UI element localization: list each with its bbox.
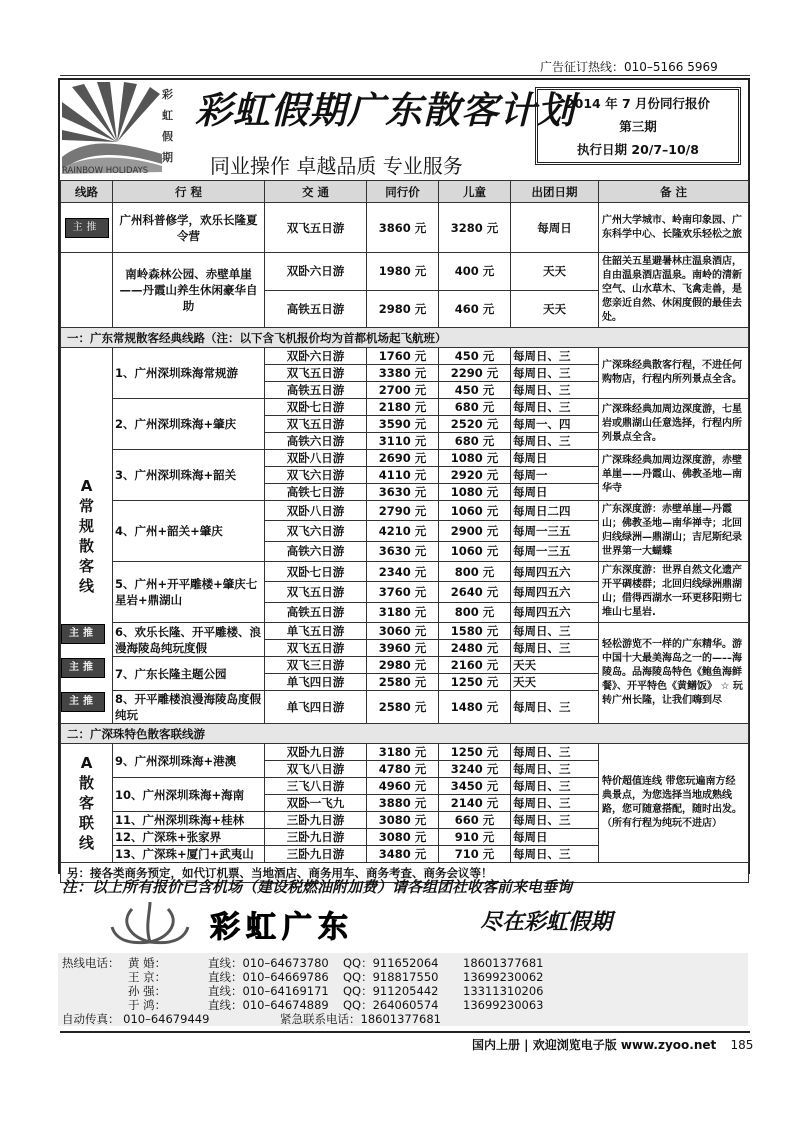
child-price-cell: 1580 元 <box>439 623 511 640</box>
contact-tel: 直线：010–64169171 <box>208 984 329 998</box>
dates-cell: 天天 <box>511 290 599 328</box>
price-cell: 3630 元 <box>367 541 439 561</box>
child-price-cell: 1060 元 <box>439 501 511 521</box>
section-row <box>61 724 749 744</box>
price-cell: 3110 元 <box>367 433 439 450</box>
dates-cell: 每周一 <box>511 467 599 484</box>
note-cell: 住韶关五星避暑林庄温泉酒店，自由温泉酒店温泉。南岭的清新空气、山水草木、飞禽走兽，是您亲近自然、休闲度假的最佳去处。 <box>599 253 749 328</box>
child-price-cell: 400 元 <box>439 253 511 291</box>
child-price-cell: 2160 元 <box>439 657 511 674</box>
transport-cell: 单飞四日游 <box>265 674 367 691</box>
contact-name: 王 京： <box>128 970 167 984</box>
table-row <box>61 744 749 761</box>
contact-qq: QQ：911652064 <box>343 956 439 970</box>
side-char: 联 <box>78 814 94 832</box>
dates-cell: 每周日、三 <box>511 778 599 795</box>
featured-tag-cell <box>61 203 113 253</box>
price-cell: 4780 元 <box>367 761 439 778</box>
child-price-cell: 450 元 <box>439 382 511 399</box>
price-table <box>60 180 749 883</box>
col-header: 行 程 <box>113 181 265 203</box>
transport-cell: 双卧八日游 <box>265 450 367 467</box>
transport-cell: 双卧九日游 <box>265 744 367 761</box>
logo-char: 假 <box>162 130 173 143</box>
route-cell: 广州科普修学，欢乐长隆夏令营 <box>113 203 265 253</box>
child-price-cell: 680 元 <box>439 433 511 450</box>
transport-cell: 双飞五日游 <box>265 416 367 433</box>
ad-hotline: 广告征订热线：010–5166 5969 <box>540 60 718 74</box>
dates-cell: 每周日、三 <box>511 365 599 382</box>
side-char: 散 <box>78 774 94 792</box>
table-footer-note: 另：接各类商务预定，如代订机票、当地酒店、商务用车、商务考查、商务会议等！ <box>61 863 749 883</box>
col-header: 备 注 <box>599 181 749 203</box>
dates-cell: 每周日、三 <box>511 348 599 365</box>
table-header-row <box>61 181 749 203</box>
transport-cell: 高铁七日游 <box>265 484 367 501</box>
section2-body <box>61 744 749 863</box>
dates-cell: 每周四五六 <box>511 582 599 602</box>
price-cell: 3180 元 <box>367 744 439 761</box>
contact-tel: 直线：010–64673780 <box>208 956 329 970</box>
dates-cell: 每周日 <box>511 450 599 467</box>
dates-cell: 天天 <box>511 657 599 674</box>
price-cell: 3480 元 <box>367 846 439 863</box>
child-price-cell: 450 元 <box>439 348 511 365</box>
side-char: 规 <box>78 516 94 535</box>
brand-slogan: 尽在彩虹假期 <box>480 909 613 935</box>
logo-char: 期 <box>162 151 173 164</box>
featured-tag: 主推 <box>61 692 105 712</box>
price-cell: 4960 元 <box>367 778 439 795</box>
price-cell: 3880 元 <box>367 795 439 812</box>
note-cell: 特价超值连线 带您玩遍南方经典景点，为您选择当地成熟线路，您可随意搭配，随时出发。（所有行程为纯玩不进店） <box>599 744 749 863</box>
price-cell: 1760 元 <box>367 348 439 365</box>
table-row <box>61 501 749 521</box>
dates-cell: 每周日、三 <box>511 640 599 657</box>
transport-cell: 高铁六日游 <box>265 541 367 561</box>
brand-name: 彩虹广东 <box>210 910 354 945</box>
transport-cell: 双飞六日游 <box>265 521 367 541</box>
transport-cell: 双飞五日游 <box>265 582 367 602</box>
transport-cell: 高铁五日游 <box>265 602 367 622</box>
price-cell: 2980 元 <box>367 657 439 674</box>
route-cell: 2、广州深圳珠海+肇庆 <box>113 399 265 450</box>
price-cell: 3180 元 <box>367 602 439 622</box>
transport-cell: 双卧六日游 <box>265 253 367 291</box>
transport-cell: 高铁五日游 <box>265 290 367 328</box>
side-char: 常 <box>78 496 94 515</box>
route-cell: 4、广州+韶关+肇庆 <box>113 501 265 562</box>
note-cell: 广深珠经典加周边深度游，七星岩或鼎湖山任意选择，行程内所列景点全含。 <box>599 399 749 450</box>
transport-cell: 单飞四日游 <box>265 691 367 724</box>
logo-char: 彩 <box>162 88 173 101</box>
price-dates: 执行日期 20/7–10/8 <box>577 142 699 157</box>
sun-rays-icon <box>62 82 202 178</box>
logo-english: RAINBOW HOLIDAYS <box>62 166 149 176</box>
price-cell: 2700 元 <box>367 382 439 399</box>
transport-cell: 双飞五日游 <box>265 203 367 253</box>
route-cell: 12、广深珠+张家界 <box>113 829 265 846</box>
price-cell: 2790 元 <box>367 501 439 521</box>
contact-qq: QQ：918817550 <box>343 970 439 984</box>
price-cell: 4110 元 <box>367 467 439 484</box>
price-cell: 2980 元 <box>367 290 439 328</box>
transport-cell: 双卧七日游 <box>265 399 367 416</box>
price-footnote: 注：以上所有报价已含机场（建设税燃油附加费）请各组团社收客前来电垂询 <box>62 878 573 896</box>
col-header: 线路 <box>61 181 113 203</box>
child-price-cell: 3240 元 <box>439 761 511 778</box>
price-cell: 2180 元 <box>367 399 439 416</box>
price-cell: 2580 元 <box>367 691 439 724</box>
route-cell: 13、广深珠+厦门+武夷山 <box>113 846 265 863</box>
dates-cell: 每周日、三 <box>511 795 599 812</box>
logo-char: 虹 <box>162 109 173 122</box>
child-price-cell: 3280 元 <box>439 203 511 253</box>
route-cell: 10、广州深圳珠海+海南 <box>113 778 265 812</box>
price-cell: 3080 元 <box>367 829 439 846</box>
top-rule <box>60 75 750 76</box>
note-cell: 轻松游览不一样的广东精华。游中国十大最美海岛之一的—––海陵岛。品海陵岛特色《鲍鱼海鲜餐》、开平特色《黄鳝饭》 ☆ 玩转广州长隆，让我们嗨到尽 <box>599 623 749 724</box>
emergency-phone: 紧急联系电话：18601377681 <box>280 1012 441 1026</box>
child-price-cell: 710 元 <box>439 846 511 863</box>
child-price-cell: 2900 元 <box>439 521 511 541</box>
table-row <box>61 562 749 582</box>
transport-cell: 三卧九日游 <box>265 829 367 846</box>
empty-cell <box>61 253 113 328</box>
note-cell: 广深珠经典散客行程，不进任何购物店，行程内所列景点全含。 <box>599 348 749 399</box>
note-cell: 广东深度游：世界自然文化遗产开平碉楼群；北回归线绿洲鼎湖山；借得西湖水一环更移阳朔七堆山七星岩. <box>599 562 749 623</box>
table-row <box>61 253 749 291</box>
dates-cell: 每周四五六 <box>511 562 599 582</box>
transport-cell: 高铁五日游 <box>265 382 367 399</box>
col-header: 出团日期 <box>511 181 599 203</box>
route-cell: 5、广州+开平雕楼+肇庆七星岩+鼎湖山 <box>113 562 265 623</box>
price-cell: 3760 元 <box>367 582 439 602</box>
child-price-cell: 2140 元 <box>439 795 511 812</box>
dates-cell: 天天 <box>511 253 599 291</box>
route-cell: 3、广州深圳珠海+韶关 <box>113 450 265 501</box>
dates-cell: 每周四五六 <box>511 602 599 622</box>
dates-cell: 每周日、三 <box>511 691 599 724</box>
table-row <box>61 399 749 416</box>
transport-cell: 双卧七日游 <box>265 562 367 582</box>
dates-cell: 每周日、三 <box>511 623 599 640</box>
transport-cell: 双飞八日游 <box>265 761 367 778</box>
child-price-cell: 3450 元 <box>439 778 511 795</box>
route-cell: 9、广州深圳珠海+港澳 <box>113 744 265 778</box>
price-cell: 3060 元 <box>367 623 439 640</box>
route-cell: 1、广州深圳珠海常规游 <box>113 348 265 399</box>
flower-ornament-icon <box>110 897 190 953</box>
side-char: 客 <box>78 556 94 575</box>
price-cell: 3630 元 <box>367 484 439 501</box>
transport-cell: 双卧八日游 <box>265 501 367 521</box>
transport-cell: 三卧九日游 <box>265 846 367 863</box>
transport-cell: 三飞八日游 <box>265 778 367 795</box>
table-row <box>61 203 749 253</box>
price-cell: 3860 元 <box>367 203 439 253</box>
side-char: 线 <box>78 576 94 595</box>
dates-cell: 每周一三五 <box>511 521 599 541</box>
child-price-cell: 2640 元 <box>439 582 511 602</box>
contact-mobile: 18601377681 <box>463 956 544 970</box>
price-cell: 4210 元 <box>367 521 439 541</box>
transport-cell: 双卧一飞九 <box>265 795 367 812</box>
child-price-cell: 910 元 <box>439 829 511 846</box>
price-cell: 2690 元 <box>367 450 439 467</box>
dates-cell: 每周日、三 <box>511 761 599 778</box>
page-title: 彩虹假期广东散客计划 <box>195 88 575 132</box>
col-header: 儿童 <box>439 181 511 203</box>
contact-tel: 直线：010–64674889 <box>208 998 329 1012</box>
child-price-cell: 680 元 <box>439 399 511 416</box>
child-price-cell: 2480 元 <box>439 640 511 657</box>
contact-qq: QQ：911205442 <box>343 984 439 998</box>
note-cell: 广州大学城市、岭南印象园、广东科学中心、长隆欢乐轻松之旅 <box>599 203 749 253</box>
dates-cell: 每周日、三 <box>511 744 599 761</box>
price-cell: 3960 元 <box>367 640 439 657</box>
transport-cell: 双飞三日游 <box>265 657 367 674</box>
section-side-label <box>61 744 113 863</box>
bottom-rule <box>60 1031 750 1033</box>
page-footer <box>472 1036 753 1053</box>
child-price-cell: 2520 元 <box>439 416 511 433</box>
route-cell: 11、广州深圳珠海+桂林 <box>113 812 265 829</box>
child-price-cell: 660 元 <box>439 812 511 829</box>
child-price-cell: 460 元 <box>439 290 511 328</box>
transport-cell: 高铁六日游 <box>265 433 367 450</box>
featured-tag: 主推 <box>61 624 105 644</box>
contact-name: 黄 婚： <box>128 956 167 970</box>
price-cell: 2580 元 <box>367 674 439 691</box>
price-cell: 2340 元 <box>367 562 439 582</box>
transport-cell: 双飞五日游 <box>265 640 367 657</box>
transport-cell: 双卧六日游 <box>265 348 367 365</box>
dates-cell: 每周日、三 <box>511 382 599 399</box>
section-title: 二：广深珠特色散客联线游 <box>61 724 749 744</box>
side-char: 散 <box>78 536 94 555</box>
child-price-cell: 1080 元 <box>439 450 511 467</box>
price-period-box <box>535 87 741 165</box>
child-price-cell: 2290 元 <box>439 365 511 382</box>
price-cell: 1980 元 <box>367 253 439 291</box>
section-row <box>61 328 749 348</box>
note-cell: 广深珠经典加周边深度游，赤壁单崖——丹霞山、佛教圣地—南华寺 <box>599 450 749 501</box>
dates-cell: 每周一、四 <box>511 416 599 433</box>
child-price-cell: 1080 元 <box>439 484 511 501</box>
transport-cell: 三卧九日游 <box>265 812 367 829</box>
col-header: 同行价 <box>367 181 439 203</box>
child-price-cell: 1250 元 <box>439 744 511 761</box>
contact-qq: QQ：264060574 <box>343 998 439 1012</box>
transport-cell: 单飞五日游 <box>265 623 367 640</box>
child-price-cell: 1250 元 <box>439 674 511 691</box>
price-month: 2014 年 7 月份同行报价 <box>565 96 711 111</box>
price-cell: 3380 元 <box>367 365 439 382</box>
contact-block <box>58 953 748 1026</box>
rainbow-logo <box>62 82 202 178</box>
featured-tag: 主推 <box>61 658 105 678</box>
table-row <box>61 348 749 365</box>
page-slogan: 同业操作 卓越品质 专业服务 <box>210 154 463 178</box>
page-number: 185 <box>730 1038 754 1052</box>
transport-cell: 双飞六日游 <box>265 467 367 484</box>
route-cell: 南岭森林公园、赤壁单崖——丹霞山养生休闲豪华自助 <box>113 253 265 328</box>
child-price-cell: 2920 元 <box>439 467 511 484</box>
dates-cell: 每周日 <box>511 203 599 253</box>
side-char: A <box>80 476 93 495</box>
fax-number: 自动传真： 010–64679449 <box>62 1012 210 1026</box>
side-char: 客 <box>78 794 94 812</box>
contact-name: 孙 强： <box>128 984 167 998</box>
transport-cell: 双飞五日游 <box>265 365 367 382</box>
table-row <box>61 450 749 467</box>
side-char: 线 <box>78 834 94 852</box>
dates-cell: 每周日、三 <box>511 399 599 416</box>
page-footer-text: 国内上册 | 欢迎浏览电子版 www.zyoo.net <box>472 1038 717 1052</box>
dates-cell: 每周日 <box>511 829 599 846</box>
child-price-cell: 800 元 <box>439 562 511 582</box>
child-price-cell: 1060 元 <box>439 541 511 561</box>
side-char: A <box>80 754 93 772</box>
price-cell: 3080 元 <box>367 812 439 829</box>
dates-cell: 每周日、三 <box>511 433 599 450</box>
note-cell: 广东深度游：赤壁单崖—丹霞山；佛教圣地—南华禅寺；北回归线绿洲—鼎湖山；吉尼斯纪录世界第一大蝴蝶 <box>599 501 749 562</box>
contact-tel: 直线：010–64669786 <box>208 970 329 984</box>
route-cell: 8、开平雕楼浪漫海陵岛度假纯玩 主推 <box>113 691 265 724</box>
price-issue: 第三期 <box>619 119 657 134</box>
route-cell: 7、广东长隆主题公园 主推 <box>113 657 265 691</box>
table-row <box>61 623 749 640</box>
dates-cell: 每周一三五 <box>511 541 599 561</box>
dates-cell: 天天 <box>511 674 599 691</box>
dates-cell: 每周日 <box>511 484 599 501</box>
contact-mobile: 13699230062 <box>463 970 544 984</box>
contacts-label: 热线电话： <box>62 956 120 970</box>
child-price-cell: 1480 元 <box>439 691 511 724</box>
child-price-cell: 800 元 <box>439 602 511 622</box>
col-header: 交 通 <box>265 181 367 203</box>
contact-mobile: 13699230063 <box>463 998 544 1012</box>
contact-mobile: 13311310206 <box>463 984 544 998</box>
dates-cell: 每周日、三 <box>511 812 599 829</box>
dates-cell: 每周日、三 <box>511 846 599 863</box>
featured-tag: 主推 <box>65 218 109 238</box>
dates-cell: 每周日二四 <box>511 501 599 521</box>
section-title: 一：广东常规散客经典线路（注：以下含飞机报价均为首都机场起飞航班） <box>61 328 749 348</box>
route-cell: 6、欢乐长隆、开平雕楼、浪漫海陵岛纯玩度假 主推 <box>113 623 265 657</box>
section1-body <box>61 348 749 724</box>
contact-name: 于 鸿： <box>128 998 167 1012</box>
price-cell: 3590 元 <box>367 416 439 433</box>
